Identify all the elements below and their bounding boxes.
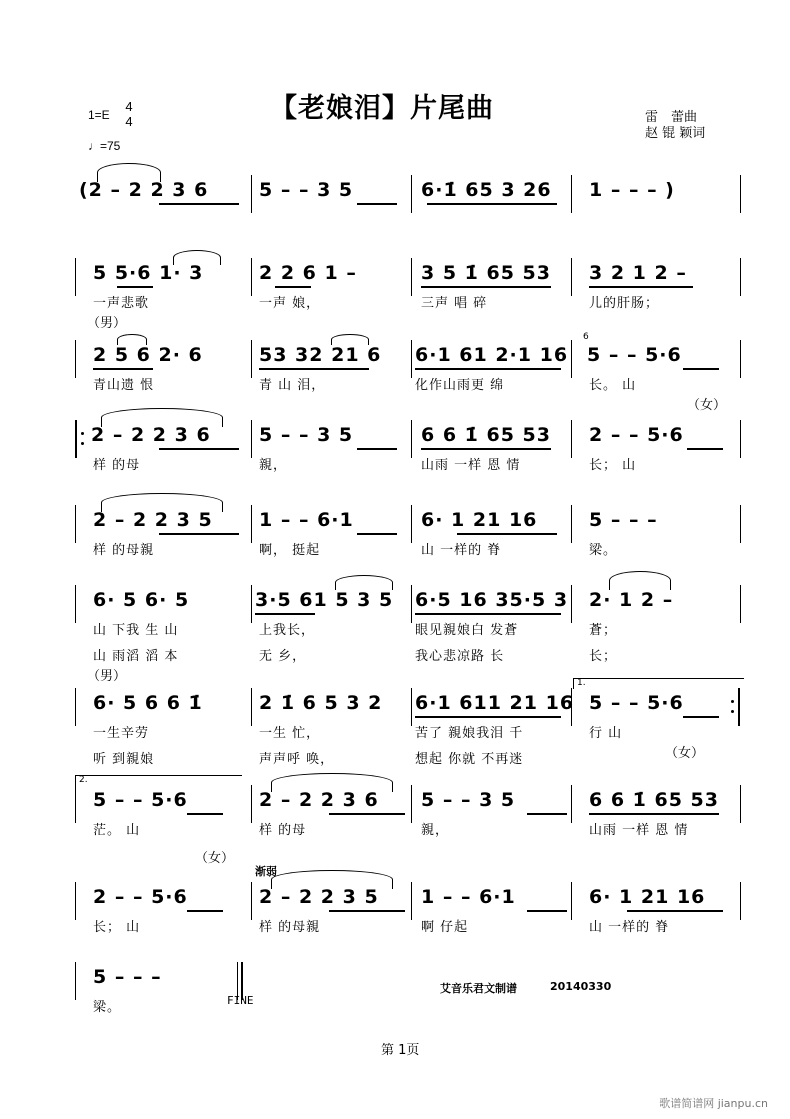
key-signature: 1=E (88, 108, 110, 122)
measure: 3·5 61 5 3 5 (255, 589, 394, 611)
measure: 5 – – 3 5 (259, 424, 354, 446)
lyric: 蒼； (589, 623, 618, 638)
lyric: 山 下我 生 山 (93, 623, 179, 638)
lyric-verse-2: 声声呼 唤， (259, 752, 335, 767)
measure: 2 – 2 2 3 6 (259, 789, 379, 811)
lyric: 山雨 一样 恩 情 (589, 823, 689, 838)
female-part-label: （女） (195, 851, 235, 866)
measure: 53 32 21 6 (259, 344, 382, 366)
page-number: 第 1页 (381, 1043, 420, 1058)
lyric: 上我长， (259, 623, 316, 638)
beam (627, 910, 723, 912)
dynamic-diminuendo: 渐弱 (255, 865, 277, 878)
lyric: 啊， 挺起 (259, 543, 321, 558)
measure: 2 – 2 2 3 6 (91, 424, 211, 446)
beam (589, 286, 693, 288)
slur (101, 493, 223, 512)
measure: 6·5 16 35·5 3 (415, 589, 569, 611)
lyric: 梁。 (93, 1000, 122, 1015)
beam (589, 813, 719, 815)
lyric: 眼见親娘白 发蒼 (415, 623, 519, 638)
beam (527, 910, 567, 912)
lyric: 长； 山 (589, 458, 637, 473)
measure: 5 5·6 1· 3 (93, 262, 204, 284)
lyric: 行 山 (589, 726, 623, 741)
female-part-label: （女） (687, 398, 727, 413)
slur (173, 250, 221, 265)
maker-credit: 艾音乐君文制谱 (440, 982, 517, 995)
lyric: 青 山 泪， (259, 378, 326, 393)
slur (335, 575, 393, 590)
lyric: 儿的肝肠； (589, 296, 660, 311)
measure: 2 – 2 2 3 5 (259, 886, 379, 908)
volta-2-label: 2. (79, 775, 88, 785)
lyric: 親， (421, 823, 450, 838)
lyric: 样 的母 (259, 823, 307, 838)
beam (457, 533, 557, 535)
lyric: 样 的母親 (259, 920, 321, 935)
lyric: 一声 娘， (259, 296, 321, 311)
beam (329, 910, 405, 912)
lyric: 一生 忙， (259, 726, 321, 741)
measure: 6· 5 6· 5 (93, 589, 190, 611)
lyric: 苦了 親娘我泪 千 (415, 726, 524, 741)
measure: 6· 5 6 6 1̇ (93, 692, 203, 714)
volta-1-bracket (573, 678, 744, 689)
beam (187, 910, 223, 912)
lyric-verse-2: 长； (589, 649, 618, 664)
lyric: 茫。 山 (93, 823, 141, 838)
lyric: 三声 唱 碎 (421, 296, 488, 311)
segno-number: 6 (583, 332, 589, 342)
beam (259, 368, 369, 370)
male-part-label: （男） (87, 316, 127, 331)
beam (687, 448, 723, 450)
beam (357, 203, 397, 205)
beam (421, 448, 551, 450)
male-part-label: （男） (87, 669, 127, 684)
lyric-verse-2: 山 雨滔 滔 本 (93, 649, 179, 664)
lyric: 山雨 一样 恩 情 (421, 458, 521, 473)
measure: 6 6 1̇ 65 53 (421, 424, 552, 446)
measure: 6·1 61 2·1 16 (415, 344, 569, 366)
measure: 5 – – 3 5 (421, 789, 516, 811)
measure: 5 – – – (589, 509, 658, 531)
female-part-label: （女） (665, 746, 705, 761)
beam (93, 368, 153, 370)
lyric: 啊 仔起 (421, 920, 469, 935)
volta-1-label: 1. (577, 678, 586, 688)
slur (101, 408, 223, 427)
lyricist-credit: 赵 锟 颖词 (645, 126, 706, 141)
measure: 6· 1 21 16 (421, 509, 538, 531)
volta-2-bracket (75, 775, 242, 786)
measure: (2 – 2 2 3 6 (79, 179, 209, 201)
beam (683, 368, 719, 370)
beam (683, 716, 719, 718)
lyric: 样 的母親 (93, 543, 155, 558)
measure: 3 2 1 2 – (589, 262, 687, 284)
slur (609, 571, 671, 590)
measure: 3 5 1̇ 65 53 (421, 262, 552, 284)
lyric: 长。 山 (589, 378, 637, 393)
beam (357, 533, 397, 535)
measure: 2 5 6 2· 6 (93, 344, 203, 366)
beam (255, 613, 315, 615)
measure: 5 – – 3 5 (259, 179, 354, 201)
beam (275, 286, 311, 288)
beam (527, 813, 567, 815)
measure: 1 – – – ) (589, 179, 675, 201)
lyric-verse-2: 我心悲凉路 长 (415, 649, 505, 664)
beam (117, 286, 153, 288)
beam (159, 203, 239, 205)
beam (357, 448, 397, 450)
lyric-verse-2: 无 乡， (259, 649, 307, 664)
measure: 6·1 611 21 16 (415, 692, 575, 714)
beam (329, 813, 405, 815)
slur (271, 773, 393, 792)
measure: 6 6 1̇ 65 53 (589, 789, 720, 811)
beam (187, 813, 223, 815)
tempo-mark: ♩=75 (88, 139, 121, 153)
watermark: 歌谱简谱网 jianpu.cn (659, 1097, 768, 1110)
measure: 2 – – 5·6 (589, 424, 684, 446)
lyric: 一生辛劳 (93, 726, 150, 741)
measure: 5 – – – (93, 966, 162, 988)
slur (271, 870, 393, 889)
measure: 2 2 6 1 – (259, 262, 357, 284)
lyric-verse-2: 听 到親娘 (93, 752, 155, 767)
measure: 5 – – 5·6 (589, 692, 684, 714)
measure: 6· 1 21 16 (589, 886, 706, 908)
measure: 5 – – 5·6 (93, 789, 188, 811)
song-title: 【老娘泪】片尾曲 (270, 93, 494, 124)
beam (159, 448, 239, 450)
lyric: 梁。 (589, 543, 618, 558)
lyric: 一声悲歌 (93, 296, 150, 311)
date-stamp: 20140330 (550, 980, 612, 993)
measure: 5 – – 5·6 (587, 344, 682, 366)
composer-credit: 雷 蕾曲 (645, 110, 698, 125)
beam (415, 613, 561, 615)
beam (421, 286, 551, 288)
measure: 2· 1 2 – (589, 589, 674, 611)
slur (97, 163, 161, 182)
beam (427, 203, 557, 205)
measure: 1 – – 6·1 (259, 509, 354, 531)
lyric: 親， (259, 458, 288, 473)
lyric-verse-2: 想起 你就 不再迷 (415, 752, 524, 767)
time-signature: 4 4 (125, 99, 133, 129)
beam (415, 716, 561, 718)
measure: 6·1̇ 65 3 26 (421, 179, 552, 201)
fine-mark: FINE (227, 994, 254, 1007)
beam (415, 368, 561, 370)
lyric: 样 的母 (93, 458, 141, 473)
measure: 2 – 2 2 3 5 (93, 509, 213, 531)
measure: 2 1̇ 6 5 3 2 (259, 692, 383, 714)
lyric: 化作山雨更 绵 (415, 378, 505, 393)
measure: 2 – – 5·6 (93, 886, 188, 908)
beam (159, 533, 239, 535)
slur (117, 334, 147, 345)
slur (331, 334, 369, 345)
lyric: 青山遗 恨 (93, 378, 155, 393)
lyric: 长； 山 (93, 920, 141, 935)
measure: 1 – – 6·1 (421, 886, 516, 908)
lyric: 山 一样的 脊 (589, 920, 670, 935)
lyric: 山 一样的 脊 (421, 543, 502, 558)
